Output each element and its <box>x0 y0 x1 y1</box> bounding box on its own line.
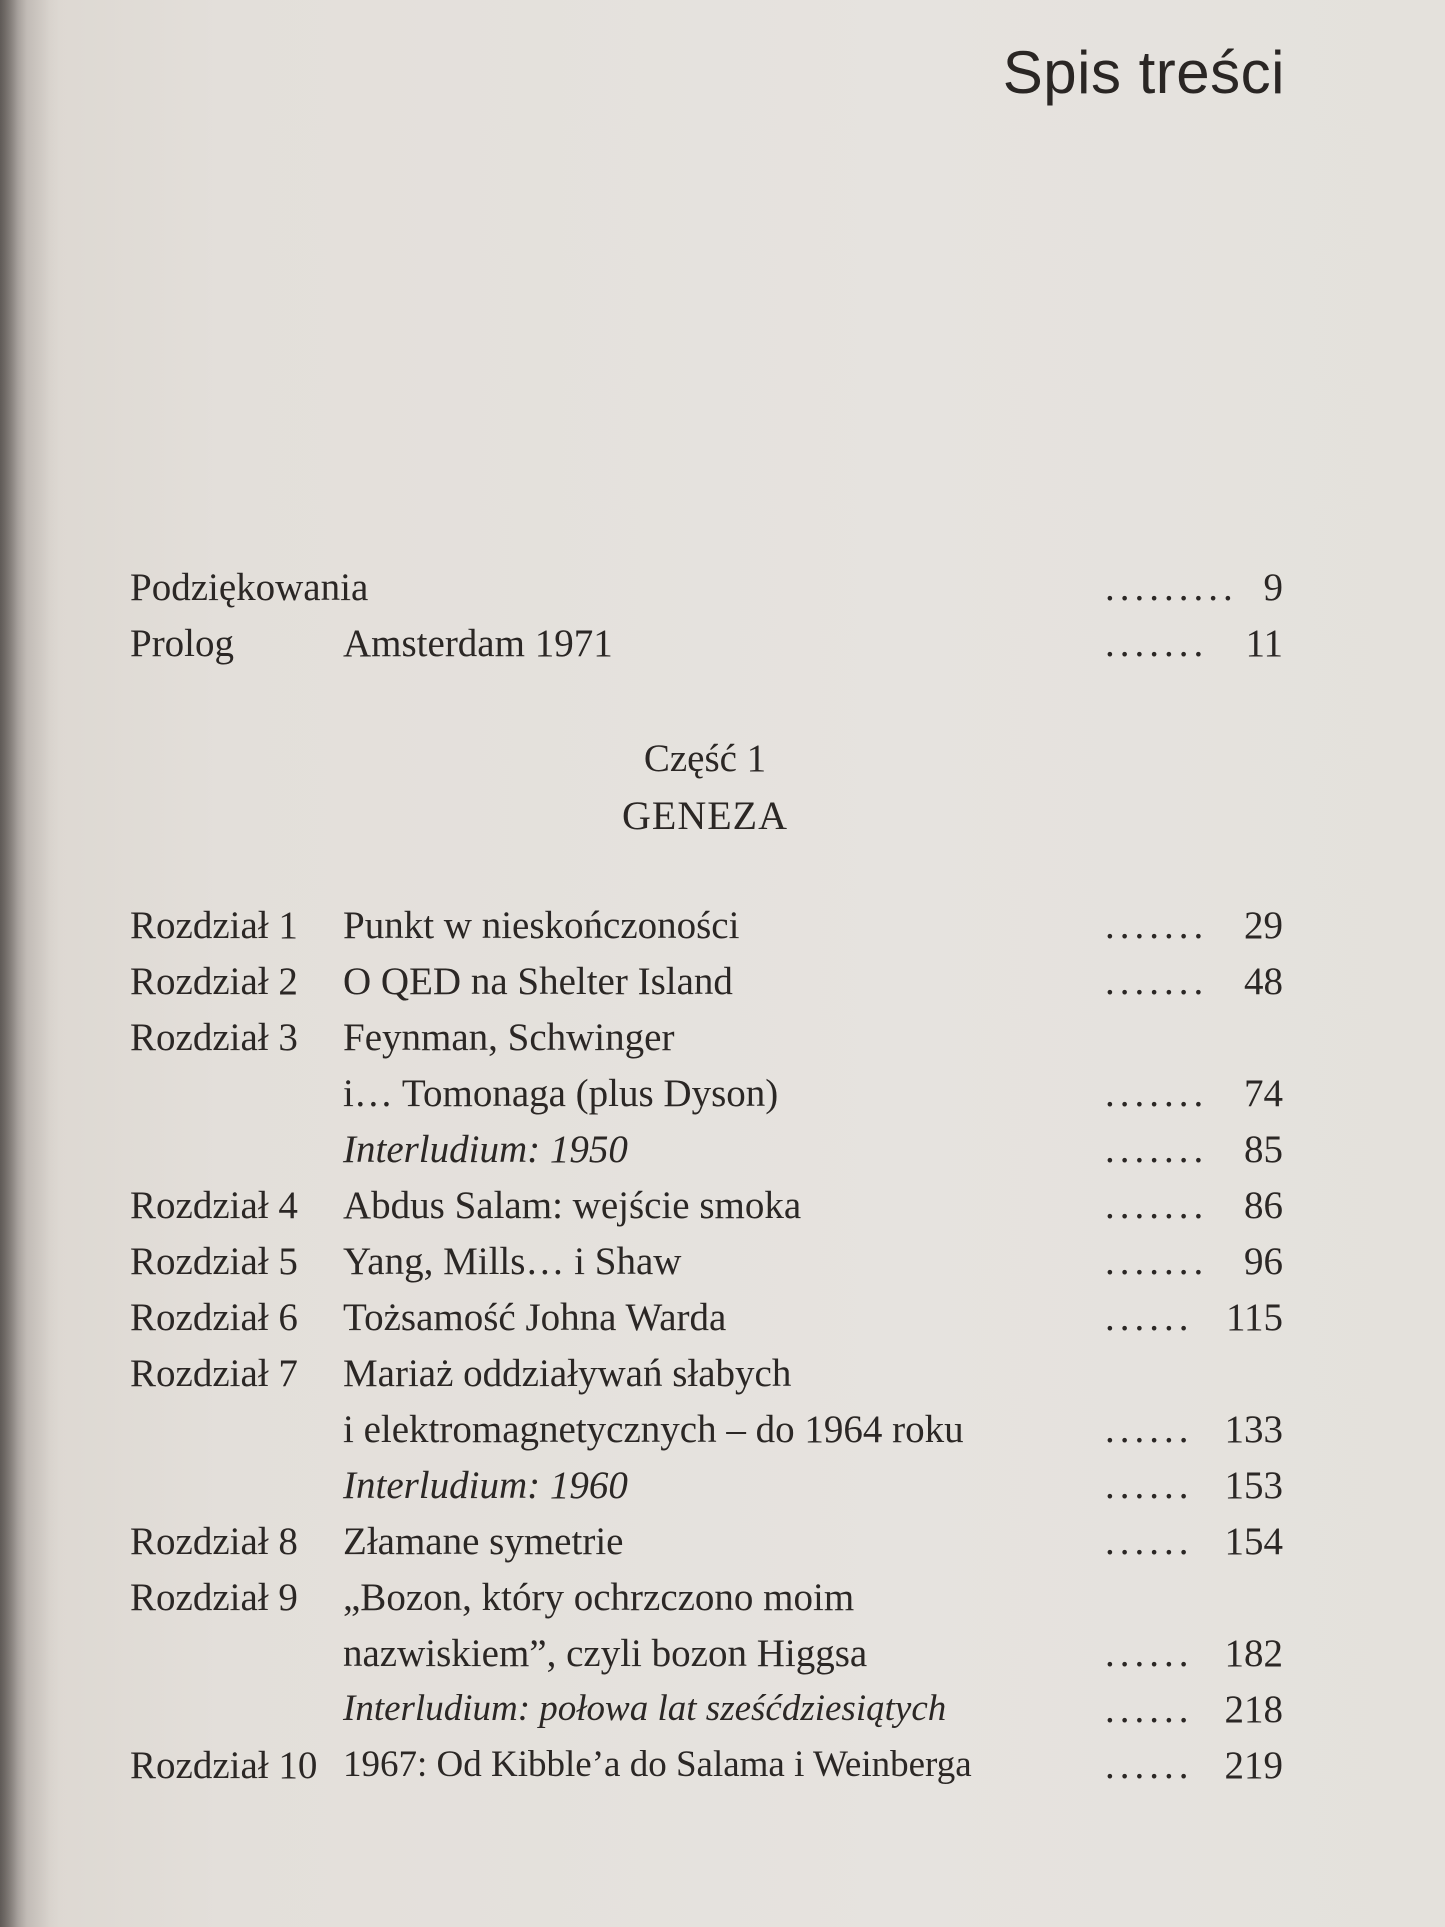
toc-entry-title: Mariaż oddziaływań słabych <box>343 1352 792 1395</box>
toc-leader-dots: ....... <box>1105 904 1209 947</box>
toc-entry-label: Rozdział 3 <box>130 1016 298 1059</box>
toc-entry-title: O QED na Shelter Island <box>343 960 733 1003</box>
toc-entry-title: i elektromagnetycznych – do 1964 roku <box>343 1408 964 1451</box>
toc-page-number: 11 <box>1245 622 1283 665</box>
toc-leader-dots: ...... <box>1105 1408 1194 1451</box>
toc-entry-title: Feynman, Schwinger <box>343 1016 675 1059</box>
toc-row <box>0 903 1445 953</box>
toc-entry-title: Yang, Mills… i Shaw <box>343 1240 682 1283</box>
toc-row-interlude <box>0 1127 1445 1177</box>
toc-row <box>0 1239 1445 1289</box>
toc-row <box>0 1295 1445 1345</box>
toc-entry-label: Rozdział 4 <box>130 1184 298 1227</box>
toc-row <box>0 1407 1445 1457</box>
toc-entry-title: Amsterdam 1971 <box>343 622 613 665</box>
toc-row <box>0 1015 1445 1065</box>
toc-page-number: 74 <box>1244 1072 1283 1115</box>
toc-leader-dots: ...... <box>1105 1688 1194 1731</box>
toc-leader-dots: ...... <box>1105 1296 1194 1339</box>
toc-row <box>0 1575 1445 1625</box>
toc-entry-label: Prolog <box>130 622 235 665</box>
toc-row <box>0 1631 1445 1681</box>
toc-entry-label: Rozdział 8 <box>130 1520 298 1563</box>
toc-page-number: 133 <box>1224 1408 1283 1451</box>
toc-page-number: 218 <box>1224 1688 1283 1731</box>
toc-page-number: 48 <box>1244 960 1283 1003</box>
toc-row <box>0 1743 1445 1793</box>
toc-page-number: 219 <box>1224 1744 1283 1787</box>
toc-leader-dots: ...... <box>1105 1744 1194 1787</box>
part-title: GENEZA <box>622 793 788 838</box>
page-heading: Spis treści <box>1002 39 1285 106</box>
toc-page-number: 9 <box>1263 566 1283 609</box>
toc-leader-dots: ...... <box>1105 1464 1194 1507</box>
toc-leader-dots: ....... <box>1105 1072 1209 1115</box>
toc-page-number: 182 <box>1224 1632 1283 1675</box>
toc-leader-dots: ...... <box>1105 1632 1194 1675</box>
toc-entry-label: Rozdział 1 <box>130 904 298 947</box>
toc-row <box>0 1071 1445 1121</box>
toc-entry-title: Interludium: połowa lat sześćdziesiątych <box>343 1688 947 1729</box>
toc-leader-dots: ......... <box>1105 566 1238 609</box>
toc-leader-dots: ...... <box>1105 1520 1194 1563</box>
toc-leader-dots: ....... <box>1105 960 1209 1003</box>
toc-leader-dots: ....... <box>1105 1128 1209 1171</box>
toc-row-interlude <box>0 1463 1445 1513</box>
toc-entry-label: Rozdział 10 <box>130 1744 318 1787</box>
toc-row <box>0 959 1445 1009</box>
part-number: Część 1 <box>643 737 767 780</box>
toc-entry-title: Punkt w nieskończoności <box>343 904 740 947</box>
toc-entry-label: Rozdział 5 <box>130 1240 298 1283</box>
toc-page-number: 153 <box>1224 1464 1283 1507</box>
toc-entry-title: nazwiskiem”, czyli bozon Higgsa <box>343 1632 868 1675</box>
toc-page-number: 85 <box>1244 1128 1283 1171</box>
toc-page-number: 115 <box>1225 1296 1283 1339</box>
toc-page-number: 29 <box>1244 904 1283 947</box>
toc-entry-label: Rozdział 2 <box>130 960 298 1003</box>
toc-entry-label: Rozdział 7 <box>130 1352 298 1395</box>
toc-entry-title: i… Tomonaga (plus Dyson) <box>343 1072 779 1115</box>
toc-page-number: 96 <box>1244 1240 1283 1283</box>
toc-entry-label: Rozdział 6 <box>130 1296 298 1339</box>
toc-row-acknowledgements <box>0 565 1445 615</box>
toc-entry-title: Interludium: 1960 <box>343 1464 628 1507</box>
toc-row-prologue <box>0 621 1445 671</box>
toc-entry-title: Abdus Salam: wejście smoka <box>343 1184 802 1227</box>
toc-entry-title: 1967: Od Kibble’a do Salama i Weinberga <box>343 1744 972 1785</box>
toc-leader-dots: ....... <box>1105 1240 1209 1283</box>
toc-leader-dots: ....... <box>1105 1184 1209 1227</box>
toc-row <box>0 1351 1445 1401</box>
toc-row-interlude <box>0 1687 1445 1737</box>
toc-entry-title: Tożsamość Johna Warda <box>343 1296 727 1339</box>
toc-entry-title: „Bozon, który ochrzczono moim <box>343 1576 855 1619</box>
toc-leader-dots: ....... <box>1105 622 1209 665</box>
toc-row <box>0 1183 1445 1233</box>
toc-entry-label: Podziękowania <box>130 566 369 609</box>
toc-page-number: 154 <box>1224 1520 1283 1563</box>
toc-row <box>0 1519 1445 1569</box>
toc-entry-title: Złamane symetrie <box>343 1520 624 1563</box>
toc-entry-title: Interludium: 1950 <box>343 1128 628 1171</box>
toc-page-number: 86 <box>1244 1184 1283 1227</box>
toc-entry-label: Rozdział 9 <box>130 1576 298 1619</box>
